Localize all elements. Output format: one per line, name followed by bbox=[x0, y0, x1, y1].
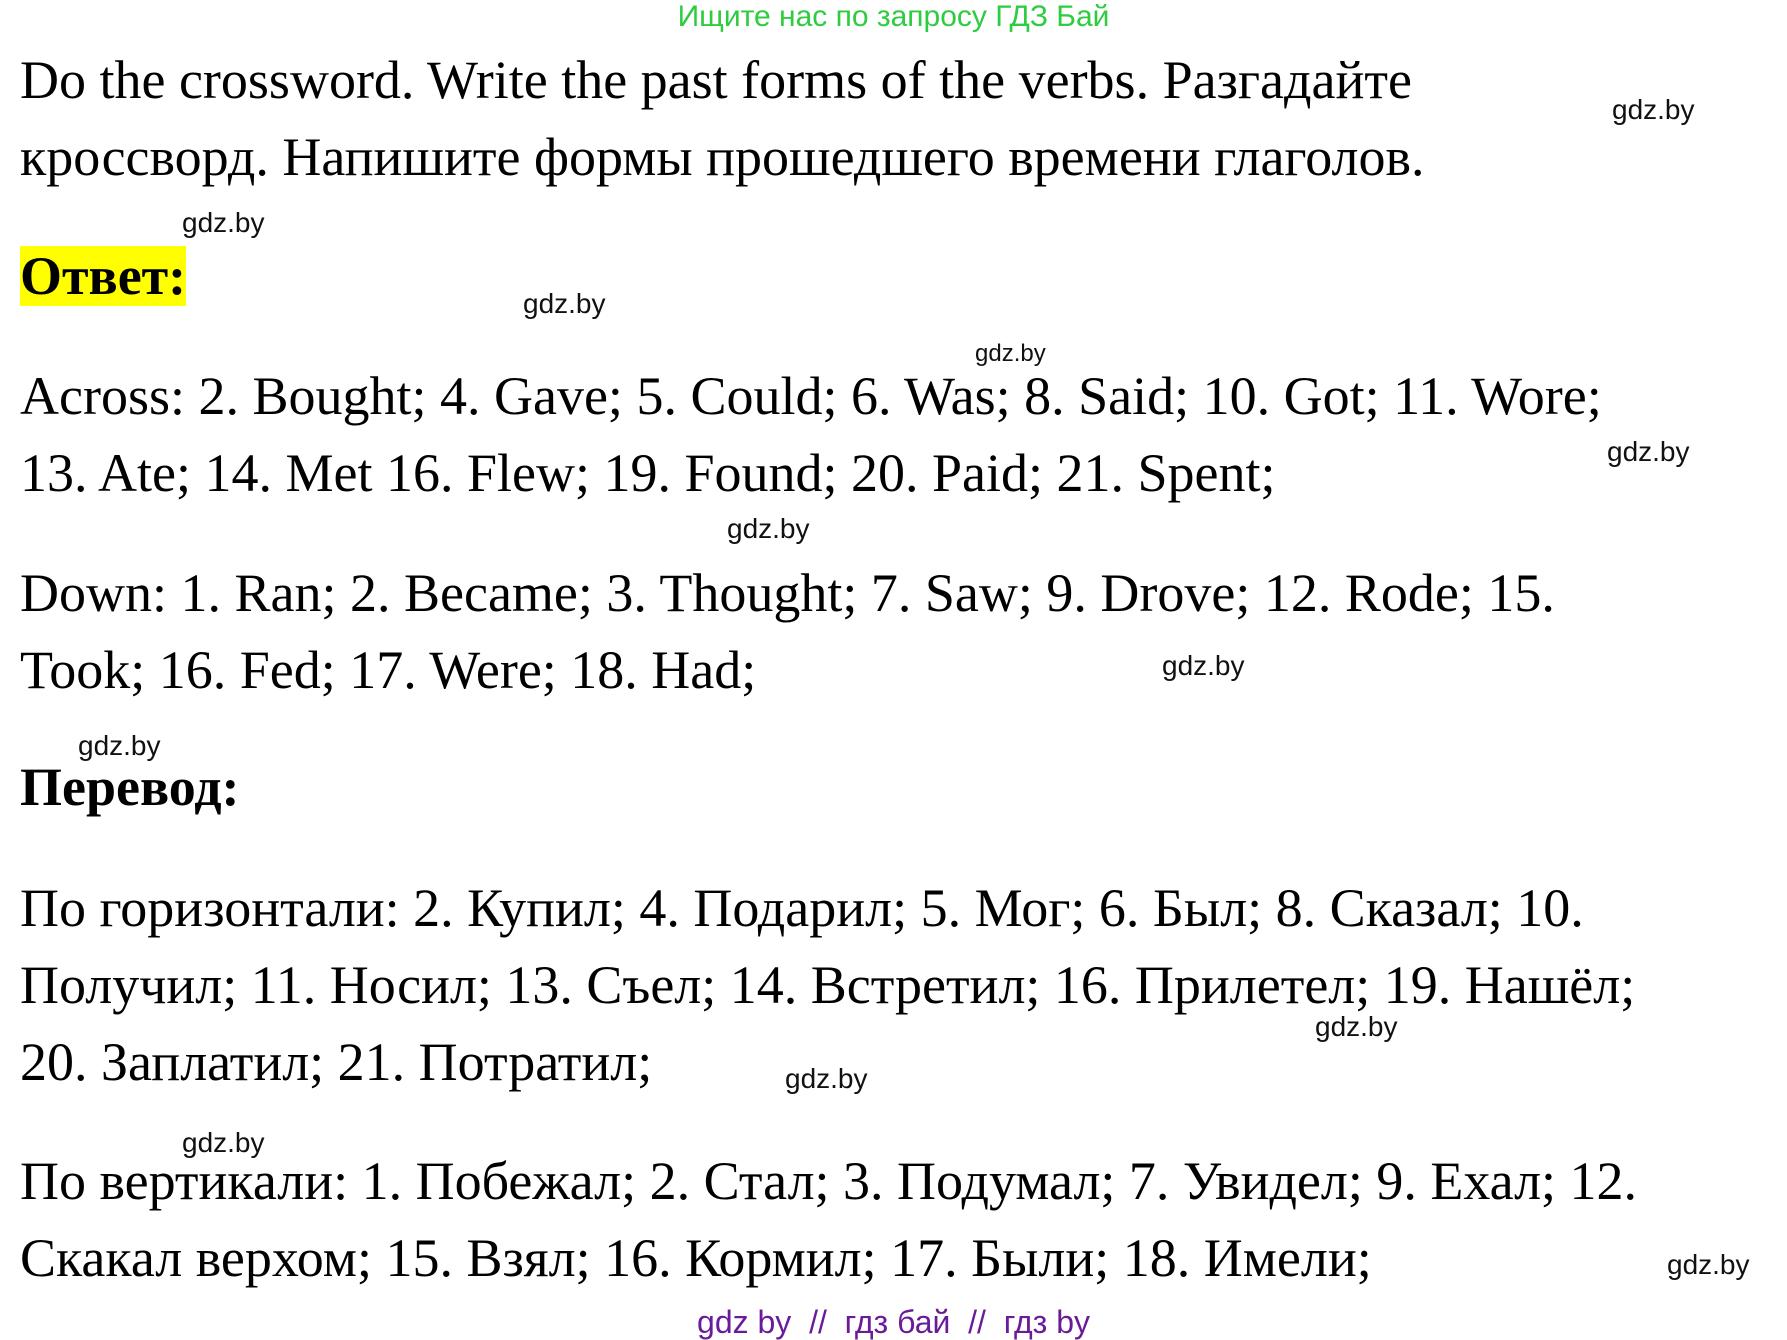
watermark: gdz.by bbox=[78, 730, 161, 761]
across-line-1: Across: 2. Bought; 4. Gave; 5. Could; 6. Was; 8. Said; 10. Got; 11. Wore; bbox=[20, 366, 1602, 426]
watermark: gdz.by bbox=[1612, 94, 1695, 125]
task-line-2: кроссворд. Напишите формы прошедшего времени глаголов. bbox=[20, 127, 1425, 187]
vertical-line-2: Скакал верхом; 15. Взял; 16. Кормил; 17. Были; 18. Имели; bbox=[20, 1228, 1372, 1288]
horizontal-line-3: 20. Заплатил; 21. Потратил; bbox=[20, 1032, 653, 1092]
watermark: gdz.by bbox=[1315, 1011, 1398, 1042]
top-banner: Ищите нас по запросу ГДЗ Бай bbox=[677, 0, 1110, 33]
watermark: gdz.by bbox=[182, 207, 265, 238]
answer-heading-label: Ответ: bbox=[20, 246, 187, 306]
watermark: gdz.by bbox=[975, 340, 1046, 367]
across-line-2: 13. Ate; 14. Met 16. Flew; 19. Found; 20. Paid; 21. Spent; bbox=[20, 443, 1276, 503]
vertical-line-1: По вертикали: 1. Побежал; 2. Стал; 3. Подумал; 7. Увидел; 9. Ехал; 12. bbox=[20, 1151, 1638, 1211]
translation-heading: Перевод: bbox=[20, 757, 240, 817]
bottom-footer: gdz by // гдз бай // гдз by bbox=[697, 1304, 1090, 1340]
horizontal-line-2: Получил; 11. Носил; 13. Съел; 14. Встретил; 16. Прилетел; 19. Нашёл; bbox=[20, 955, 1636, 1015]
down-line-2: Took; 16. Fed; 17. Were; 18. Had; bbox=[20, 640, 757, 700]
answer-heading bbox=[20, 244, 186, 308]
watermark: gdz.by bbox=[1667, 1249, 1750, 1280]
task-line-1: Do the crossword. Write the past forms of the verbs. Разгадайте bbox=[20, 50, 1412, 110]
down-line-1: Down: 1. Ran; 2. Became; 3. Thought; 7. Saw; 9. Drove; 12. Rode; 15. bbox=[20, 563, 1555, 623]
watermark: gdz.by bbox=[785, 1063, 868, 1094]
watermark: gdz.by bbox=[1607, 436, 1690, 467]
horizontal-line-1: По горизонтали: 2. Купил; 4. Подарил; 5. Мог; 6. Был; 8. Сказал; 10. bbox=[20, 878, 1584, 938]
watermark: gdz.by bbox=[1162, 650, 1245, 681]
watermark: gdz.by bbox=[727, 513, 810, 544]
watermark: gdz.by bbox=[182, 1127, 265, 1158]
watermark: gdz.by bbox=[523, 288, 606, 319]
